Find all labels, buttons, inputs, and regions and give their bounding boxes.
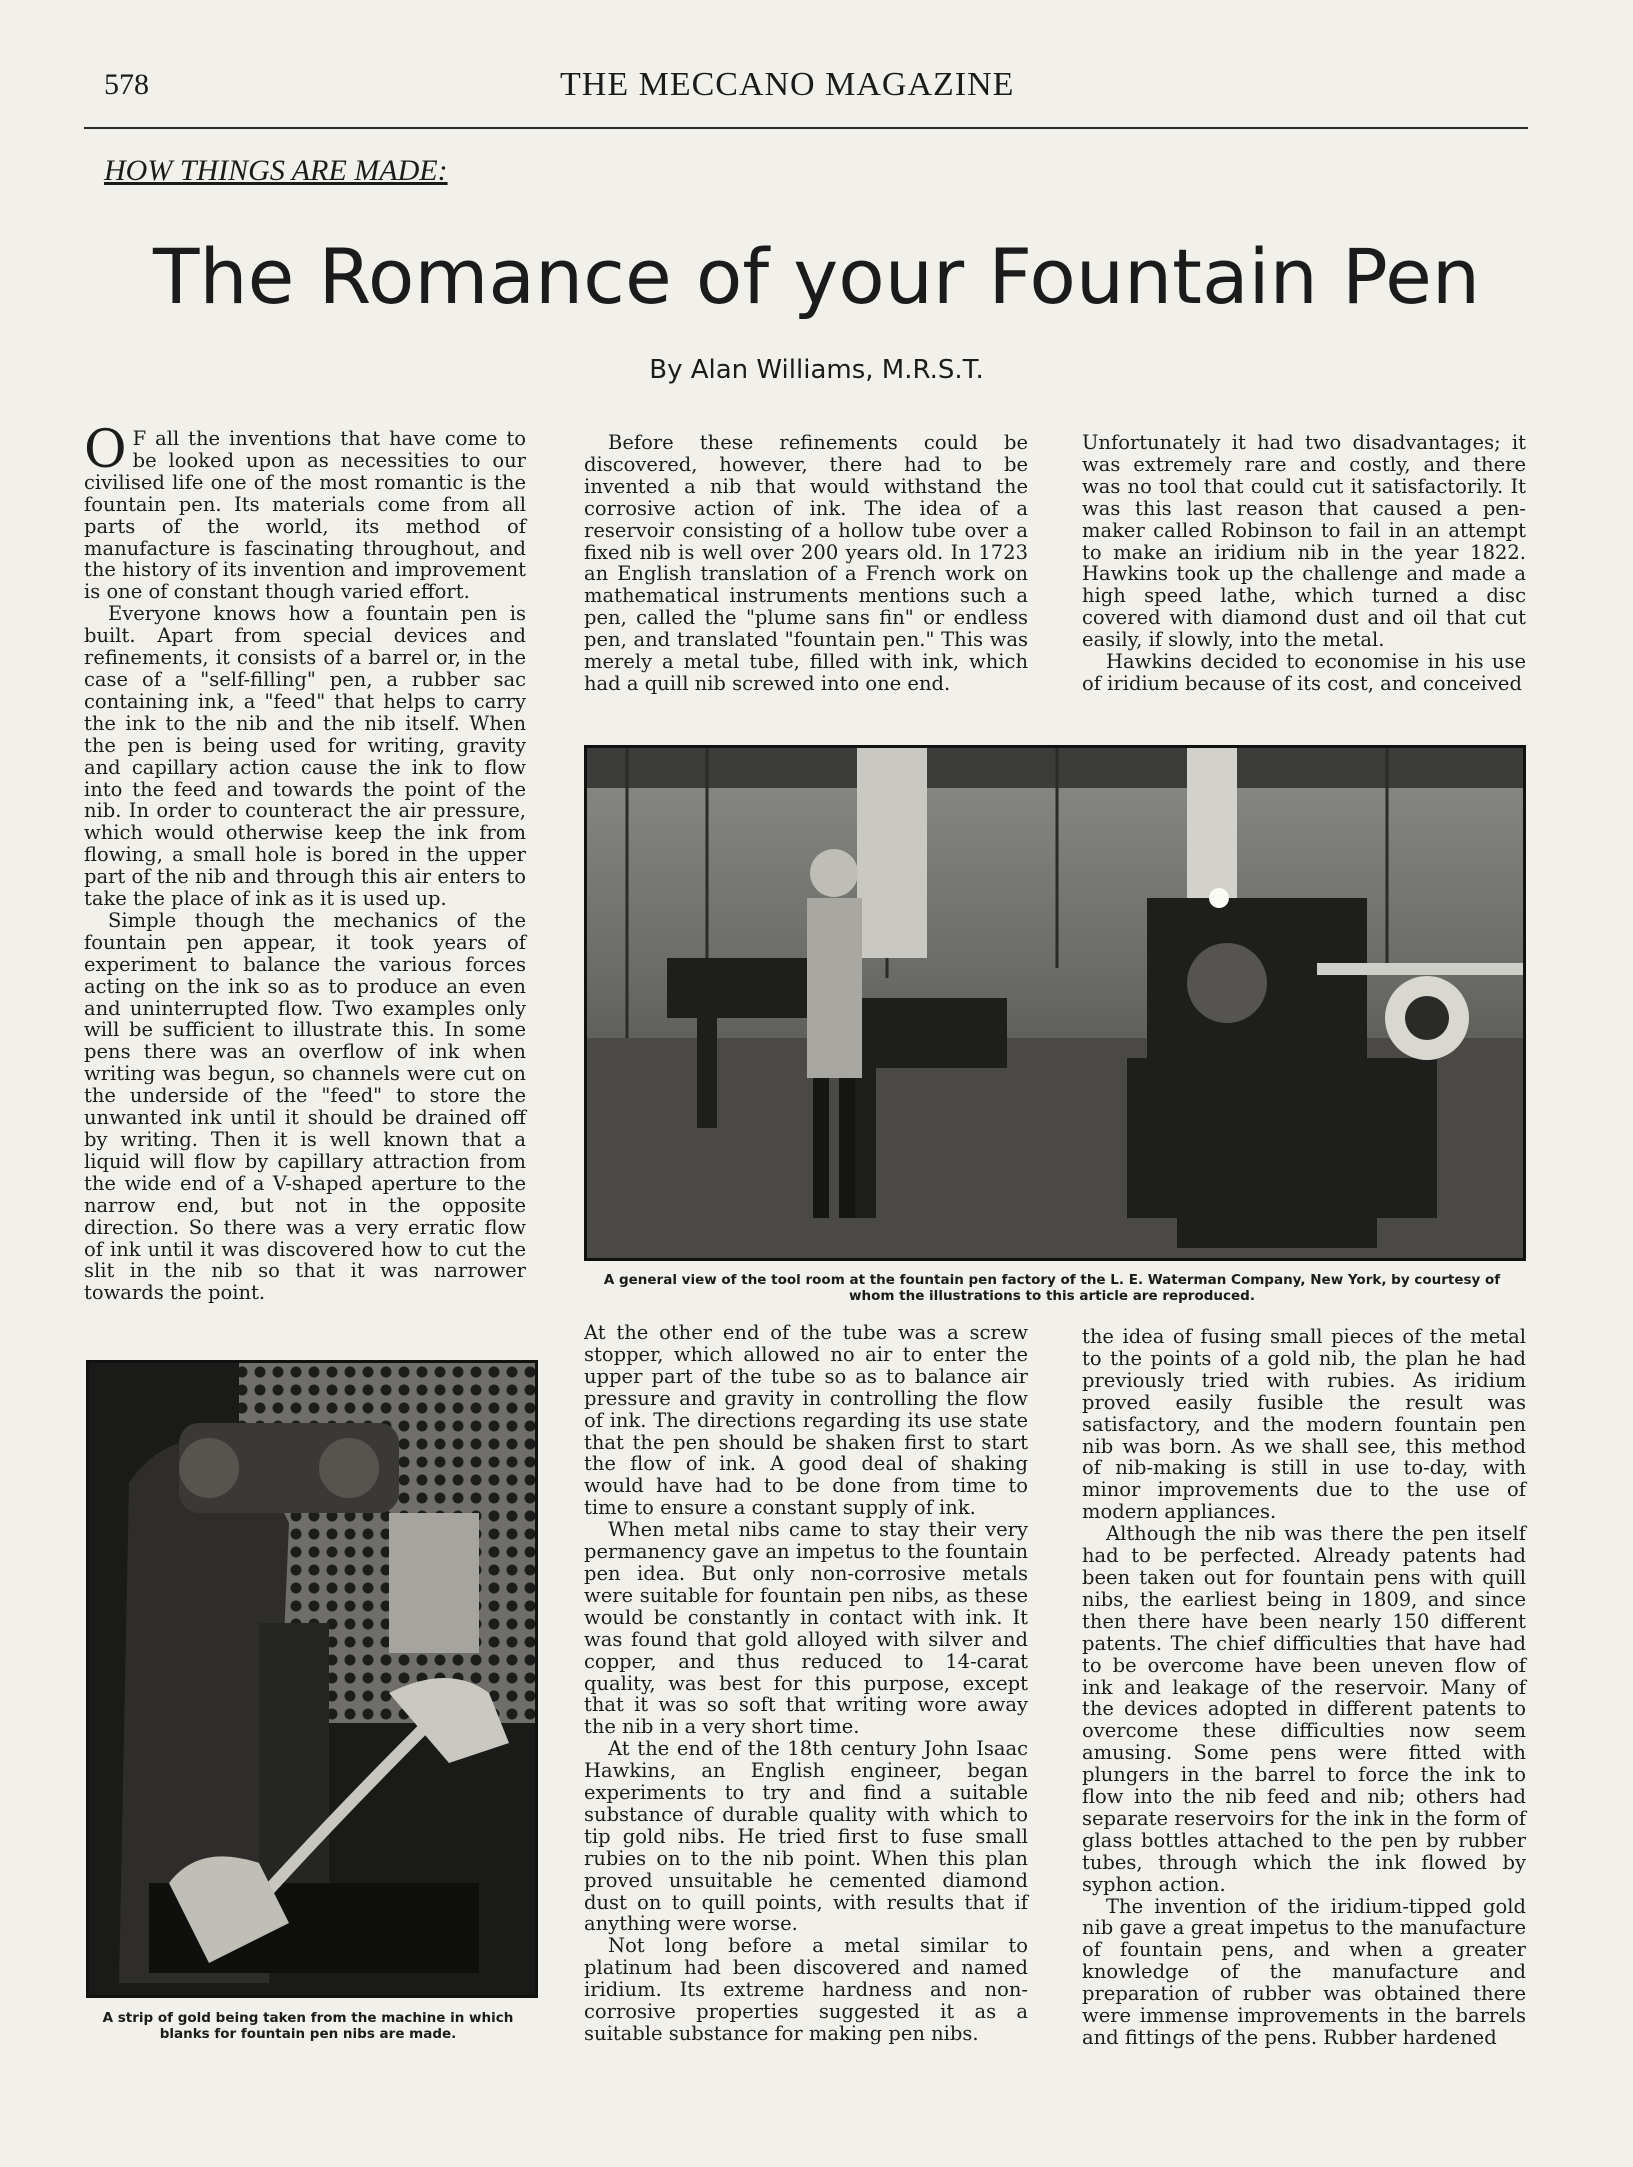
paragraph: At the other end of the tube was a screw stopper, which allowed no air to enter the upper part of the tube so as to balance air pressure and gravity in controlling the flow of ink. The directions regarding its use state that the pen should be shaken first to start the flow of ink. A good deal of shaking would have had to be done from time to time to ensure a constant supply of ink. [584, 1321, 1028, 1520]
column-3-bottom [1082, 1326, 1526, 2049]
byline: By Alan Williams, M.R.S.T. [649, 355, 984, 385]
gold-strip-photo [86, 1360, 538, 1998]
paragraph: Not long before a metal similar to platinum had been discovered and named iridium. Its extreme hardness and non-corrosive properties suggested it as a suitable substance for making pen nibs. [584, 1934, 1028, 2045]
section-kicker: HOW THINGS ARE MADE: [104, 154, 448, 187]
paragraph: Although the nib was there the pen itself had to be perfected. Already patents had been taken out for fountain pens with quill nibs, the earliest being in 1809, and since then there have been nearly 150 different patents. The chief difficulties that have had to be overcome have been uneven flow of ink and leakage of the reservoir. Many of the devices adopted in different patents to overcome these difficulties now seem amusing. Some pens were fitted with plungers in the barrel to force the ink to flow into the nib feed and nib; others had separate reservoirs for the ink in the form of glass bottles attached to the pen by rubber tubes, through which the ink flowed by syphon action. [1082, 1522, 1526, 1896]
drop-cap: O [84, 420, 127, 480]
tool-room-caption: A general view of the tool room at the fountain pen factory of the L. E. Waterman Company, New York, by courtesy of whom the illustrations to this article are reproduced. [603, 1272, 1501, 1304]
paragraph: At the end of the 18th century John Isaac Hawkins, an English engineer, began experiments to try and find a suitable substance of durable quality with which to tip gold nibs. He tried first to fuse small rubies on to the nib point. When this plan proved unsuitable he cemented diamond dust on to quill points, with results that if anything were worse. [584, 1737, 1028, 1936]
paragraph: Everyone knows how a fountain pen is built. Apart from special devices and refinements, it consists of a barrel or, in the case of a "self-filling" pen, a rubber sac containing ink, a "feed" that helps to carry the ink to the nib and the nib itself. When the pen is being used for writing, gravity and capillary action cause the ink to flow into the feed and towards the point of the nib. In order to counteract the air pressure, which would otherwise keep the ink from flowing, a small hole is bored in the upper part of the nib and through this air enters to take the place of ink as it is used up. [84, 602, 526, 911]
paragraph: O F all the inventions that have come to be looked upon as necessities to our civilised life one of the most romantic is the fountain pen. Its materials come from all parts of the world, its method of manufacture is fascinating throughout, and the history of its invention and improvement is one of constant though varied effort. [84, 420, 526, 604]
paragraph: The invention of the iridium-tipped gold nib gave a great impetus to the manufacture of fountain pens, and when a greater knowledge of the manufacture and preparation of rubber was obtained there were immense improvements in the barrels and fittings of the pens. Rubber hardened [1082, 1894, 1526, 2049]
gold-strip-caption: A strip of gold being taken from the machine in which blanks for fountain pen nibs are made. [102, 2010, 514, 2042]
tool-room-photo [584, 745, 1526, 1261]
paragraph: Before these refinements could be discovered, however, there had to be invented a nib that would withstand the corrosive action of ink. The idea of a reservoir consisting of a hollow tube over a fixed nib is well over 200 years old. In 1723 an English translation of a French work on mathematical instruments mentions such a pen, called the "plume sans fin" or endless pen, and translated "fountain pen." This was merely a metal tube, filled with ink, which had a quill nib screwed into one end. [584, 431, 1028, 695]
column-3-top [1082, 432, 1526, 695]
column-2-bottom [584, 1322, 1028, 2045]
column-1 [84, 420, 526, 1305]
paragraph: Unfortunately it had two disadvantages; it was extremely rare and costly, and there was no tool that could cut it satisfactorily. It was this last reason that caused a pen-maker called Robinson to fail in an attempt to make an iridium nib in the year 1822. Hawkins took up the challenge and made a high speed lathe, which turned a disc covered with diamond dust and oil that cut easily, if slowly, into the metal. [1082, 431, 1526, 652]
column-2-top [584, 432, 1028, 695]
magazine-title: THE MECCANO MAGAZINE [560, 66, 1015, 103]
paragraph: the idea of fusing small pieces of the metal to the points of a gold nib, the plan he had previously tried with rubies. As iridium proved easily fusible the result was satisfactory, and the modern fountain pen nib was born. As we shall see, this method of nib-making is still in use to-day, with minor improvements due to the use of modern appliances. [1082, 1325, 1526, 1524]
page-number: 578 [104, 68, 149, 101]
paragraph: When metal nibs came to stay their very permanency gave an impetus to the fountain pen idea. But only non-corrosive metals were suitable for fountain pen nibs, as these would be constantly in contact with ink. It was found that gold alloyed with silver and copper, and thus reduced to 14-carat quality, was best for this purpose, except that it was so soft that writing wore away the nib in a very short time. [584, 1518, 1028, 1739]
header-rule [84, 127, 1528, 129]
article-title: The Romance of your Fountain Pen [152, 232, 1481, 321]
paragraph: Simple though the mechanics of the fountain pen appear, it took years of experiment to balance the various forces acting on the ink so as to produce an even and uninterrupted flow. Two examples only will be sufficient to illustrate this. In some pens there was an overflow of ink when writing was begun, so channels were cut on the underside of the "feed" to store the unwanted ink until it should be drained off by writing. Then it is well known that a liquid will flow by capillary attraction from the wide end of a V-shaped aperture to the narrow end, but not in the opposite direction. So there was a very erratic flow of ink until it was discovered how to cut the slit in the nib so that it was narrower towards the point. [84, 908, 526, 1305]
paragraph: Hawkins decided to economise in his use of iridium because of its cost, and conceived [1082, 650, 1526, 695]
